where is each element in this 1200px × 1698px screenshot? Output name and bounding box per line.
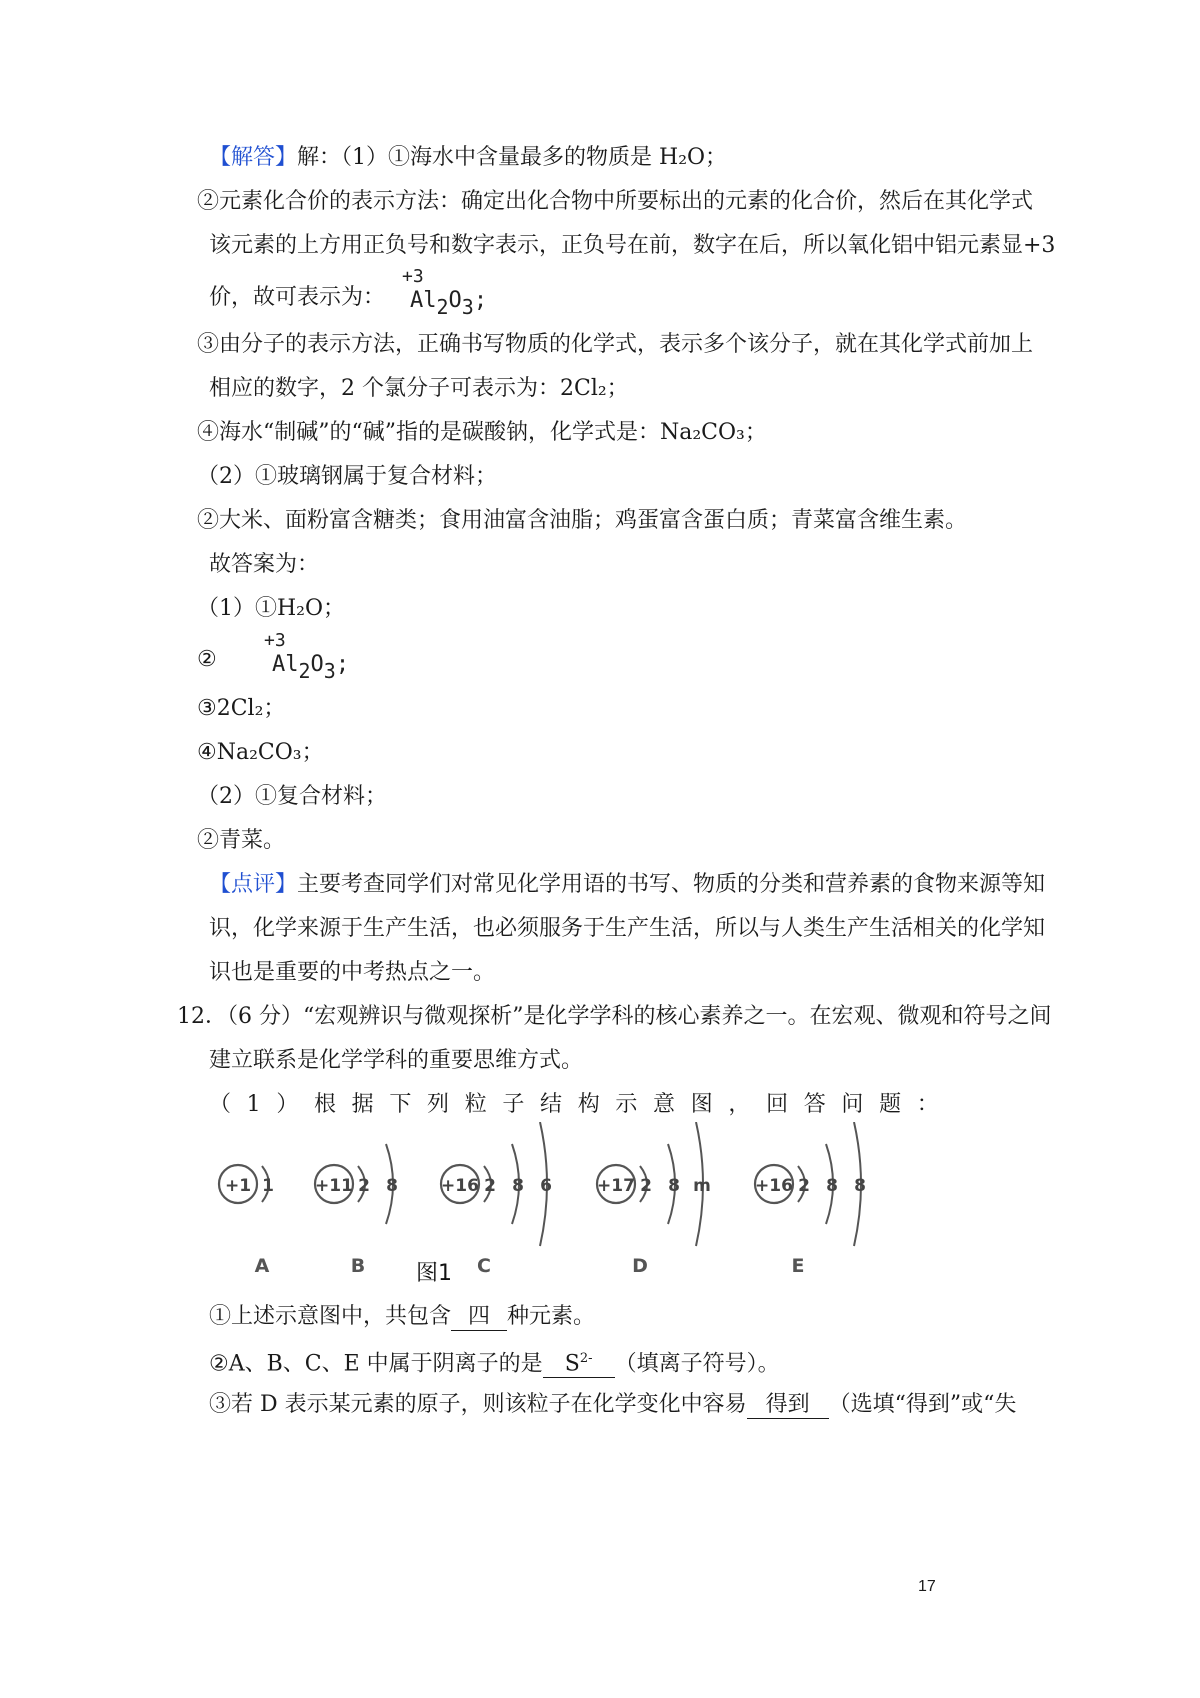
particle-a-shell-1-electrons: 1: [262, 1176, 274, 1196]
question-12-subprompt: （ 1 ） 根 据 下 列 粒 子 结 构 示 意 图 ， 回 答 问 题 ：: [209, 1092, 939, 1117]
al2o3-formula-1: +3 Al2O3;: [402, 266, 488, 319]
answer-line-4: 价，故可表示为：: [209, 285, 386, 310]
oxidation-state: +3: [402, 266, 424, 287]
particle-structure-figure: [196, 1122, 916, 1302]
particle-b-nucleus-charge: +11: [315, 1176, 353, 1196]
figure-caption: 图1: [416, 1261, 452, 1286]
question-12-line-2: 建立联系是化学学科的重要思维方式。: [209, 1048, 584, 1073]
particle-d-shell-2-electrons: 8: [668, 1176, 680, 1196]
particle-d-shell-3-electrons: m: [693, 1176, 711, 1196]
particle-e-nucleus-charge: +16: [755, 1176, 793, 1196]
answer-blank-3: 得到: [747, 1392, 829, 1419]
q12-answer-3: ③若 D 表示某元素的原子，则该粒子在化学变化中容易 得到 （选填“得到”或“失: [209, 1392, 1017, 1417]
question-12-line-1: 12．（6 分）“宏观辨识与微观探析”是化学学科的核心素养之一。在宏观、微观和符号之间: [177, 1004, 1052, 1029]
answer-line-5: ③由分子的表示方法，正确书写物质的化学式，表示多个该分子，就在其化学式前加上: [197, 332, 1034, 357]
particle-c-shell-3-electrons: 6: [540, 1176, 552, 1196]
particle-b-shell-1-electrons: 2: [358, 1176, 370, 1196]
particle-e-shell-2-electrons: 8: [826, 1176, 838, 1196]
particle-a-nucleus-charge: +1: [224, 1176, 252, 1196]
particle-d-nucleus-charge: +17: [597, 1176, 635, 1196]
particle-c-nucleus-charge: +16: [441, 1176, 479, 1196]
answer-line-13: ③2Cl₂；: [197, 696, 286, 721]
answer-line-6: 相应的数字，2 个氯分子可表示为：2Cl₂；: [209, 376, 629, 401]
particle-d-shell-1-electrons: 2: [640, 1176, 652, 1196]
q12-answer-2: ②A、B、C、E 中属于阴离子的是 $S^{2-}$ （填离子符号）。: [209, 1346, 780, 1379]
particle-c-label: C: [477, 1255, 491, 1277]
answer-line-8: （2）①玻璃钢属于复合材料；: [197, 464, 497, 489]
oxidation-state: +3: [264, 630, 286, 651]
answer-line-14: ④Na₂CO₃；: [197, 740, 324, 765]
comment-line-2: 识，化学来源于生产生活，也必须服务于生产生活，所以与人类生产生活相关的化学知: [209, 916, 1046, 941]
particle-b-label: B: [350, 1255, 366, 1277]
particle-d-label: D: [632, 1255, 648, 1277]
answer-line-15: （2）①复合材料；: [197, 784, 387, 809]
particle-e-shell-1-electrons: 2: [798, 1176, 810, 1196]
particle-e-shell-3-electrons: 8: [854, 1176, 866, 1196]
particle-c-shell-1-electrons: 2: [484, 1176, 496, 1196]
particle-e-label: E: [791, 1255, 805, 1277]
answer-blank-1: 四: [451, 1304, 507, 1331]
answer-tag: 【解答】: [209, 145, 298, 170]
al2o3-formula-2: +3 Al2O3;: [264, 630, 350, 683]
comment-line-1: 【点评】主要考查同学们对常见化学用语的书写、物质的分类和营养素的食物来源等知: [209, 872, 1046, 897]
q12-answer-1: ①上述示意图中，共包含 四 种元素。: [209, 1304, 596, 1329]
answer-line-2: ②元素化合价的表示方法：确定出化合物中所要标出的元素的化合价，然后在其化学式: [197, 189, 1034, 214]
answer-line-16: ②青菜。: [197, 828, 286, 853]
answer-line-10: 故答案为：: [209, 552, 320, 577]
answer-line-9: ②大米、面粉富含糖类；食用油富含油脂；鸡蛋富含蛋白质；青菜富含维生素。: [197, 508, 968, 533]
comment-line-3: 识也是重要的中考热点之一。: [209, 960, 496, 985]
answer-line-11: （1）①H₂O；: [197, 596, 346, 621]
answer-line-1: 【解答】解：（1）①海水中含量最多的物质是 H₂O；: [209, 145, 728, 170]
particle-b-shell-2-electrons: 8: [386, 1176, 398, 1196]
page-number: 17: [918, 1578, 936, 1595]
answer-blank-2: $S^{2-}$: [543, 1346, 615, 1378]
answer-line-7: ④海水“制碱”的“碱”指的是碳酸钠，化学式是：Na₂CO₃；: [197, 420, 767, 445]
answer-line-12: ②: [197, 647, 217, 672]
particle-a-label: A: [254, 1255, 270, 1277]
comment-tag: 【点评】: [209, 872, 298, 897]
particle-c-shell-2-electrons: 8: [512, 1176, 524, 1196]
answer-line-3: 该元素的上方用正负号和数字表示，正负号在前，数字在后，所以氧化铝中铝元素显+3: [209, 233, 1056, 258]
